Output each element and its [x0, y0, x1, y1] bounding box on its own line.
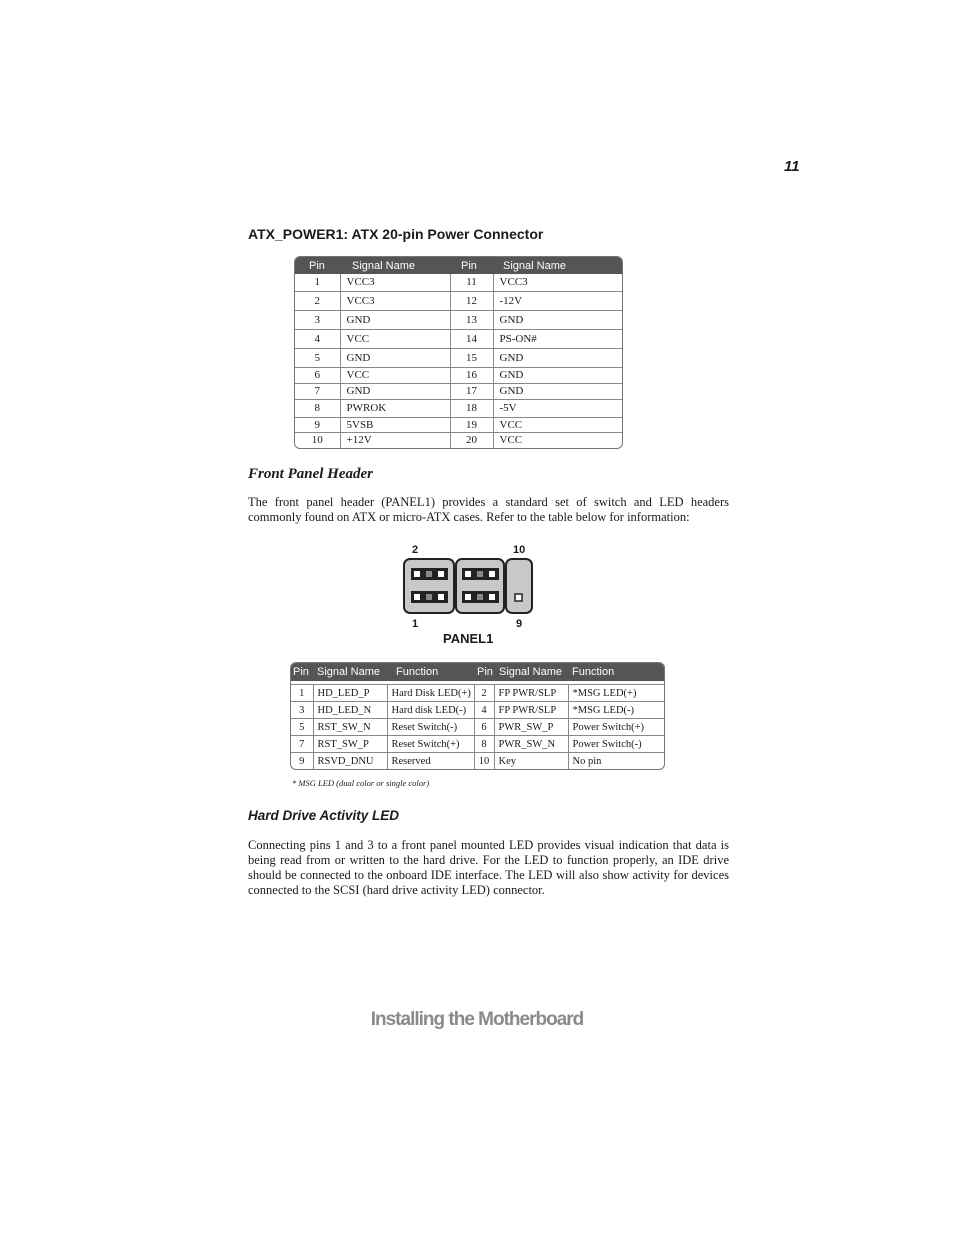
table-cell: PWR_SW_P — [494, 719, 568, 736]
pin-cell: 17 — [450, 383, 493, 399]
pin-cell: 7 — [295, 383, 340, 399]
column-header: Pin — [450, 257, 493, 274]
table-row — [295, 310, 622, 329]
table-cell: GND — [493, 383, 622, 399]
table-cell: GND — [340, 383, 450, 399]
pin-cell: 10 — [295, 432, 340, 448]
pin-cell: 15 — [450, 348, 493, 367]
table-cell: 5VSB — [340, 417, 450, 432]
table-cell: VCC3 — [340, 274, 450, 291]
column-header: Function — [387, 663, 474, 681]
pin-cell: 6 — [295, 367, 340, 383]
table-cell: PWROK — [340, 399, 450, 417]
table-cell: GND — [493, 310, 622, 329]
pin-cell: 19 — [450, 417, 493, 432]
pin-cell: 9 — [291, 753, 313, 770]
table-cell: PS-ON# — [493, 329, 622, 348]
pin-cell: 13 — [450, 310, 493, 329]
msg-led-note: * MSG LED (dual color or single color) — [292, 778, 430, 788]
column-header: Pin — [295, 257, 340, 274]
table-cell: Power Switch(+) — [568, 719, 664, 736]
panel1-diagram — [398, 540, 538, 650]
pin-cell: 7 — [291, 736, 313, 753]
table-row — [295, 399, 622, 417]
table-cell: PWR_SW_N — [494, 736, 568, 753]
table-cell: Hard disk LED(-) — [387, 702, 474, 719]
pin-label-10: 10 — [513, 544, 526, 556]
column-header: Signal Name — [493, 257, 622, 274]
table-cell: HD_LED_P — [313, 685, 387, 702]
table-row — [295, 417, 622, 432]
pin-label-1: 1 — [412, 618, 419, 630]
pin-cell: 4 — [295, 329, 340, 348]
table-cell: GND — [493, 367, 622, 383]
table-cell: Reset Switch(-) — [387, 719, 474, 736]
table-row — [295, 329, 622, 348]
atx-power-table — [294, 256, 623, 449]
table-row — [291, 702, 664, 719]
table-header-row — [291, 663, 664, 681]
front-panel-table — [290, 662, 665, 770]
atx-power-heading: ATX_POWER1: ATX 20-pin Power Connector — [248, 226, 544, 242]
table-cell: RSVD_DNU — [313, 753, 387, 770]
column-header: Pin — [291, 663, 313, 681]
pin-cell: 1 — [291, 685, 313, 702]
pin-cell: 18 — [450, 399, 493, 417]
pin-cell: 9 — [295, 417, 340, 432]
table-cell: VCC — [493, 417, 622, 432]
table-row — [291, 736, 664, 753]
table-cell: VCC3 — [493, 274, 622, 291]
pin-cell: 4 — [474, 702, 494, 719]
table-cell: FP PWR/SLP — [494, 702, 568, 719]
table-cell: Power Switch(-) — [568, 736, 664, 753]
pin-cell: 8 — [474, 736, 494, 753]
column-header: Pin — [474, 663, 494, 681]
table-cell: VCC — [493, 432, 622, 448]
panel1-caption: PANEL1 — [443, 631, 494, 646]
pin-cell: 16 — [450, 367, 493, 383]
pin-cell: 2 — [474, 685, 494, 702]
pin-cell: 5 — [291, 719, 313, 736]
table-cell: HD_LED_N — [313, 702, 387, 719]
table-cell: RST_SW_P — [313, 736, 387, 753]
table-cell: GND — [493, 348, 622, 367]
front-panel-heading: Front Panel Header — [248, 466, 374, 482]
table-cell: -12V — [493, 291, 622, 310]
column-header: Function — [568, 663, 664, 681]
pin-cell: 1 — [314, 276, 320, 289]
front-panel-paragraph: The front panel header (PANEL1) provides a standard set of switch and LED headers commonly found on ATX or micro-ATX cases. Refer to the table below for information: — [248, 495, 729, 524]
pin-cell: 12 — [450, 291, 493, 310]
table-cell: *MSG LED(+) — [568, 685, 664, 702]
table-row — [295, 383, 622, 399]
pin-cell: 8 — [295, 399, 340, 417]
table-row — [291, 719, 664, 736]
column-header: Signal Name — [313, 663, 387, 681]
pin-cell: 3 — [291, 702, 313, 719]
table-row — [295, 274, 622, 291]
table-cell: RST_SW_N — [313, 719, 387, 736]
pin-cell: 3 — [295, 310, 340, 329]
table-cell: GND — [340, 348, 450, 367]
table-header-row — [295, 257, 622, 274]
pin-cell: 14 — [450, 329, 493, 348]
table-cell: FP PWR/SLP — [494, 685, 568, 702]
table-cell: Hard Disk LED(+) — [387, 685, 474, 702]
column-header: Signal Name — [340, 257, 450, 274]
table-cell: Reset Switch(+) — [387, 736, 474, 753]
table-row — [291, 685, 664, 702]
pin-label-2: 2 — [412, 544, 419, 556]
table-row — [291, 753, 664, 770]
table-cell: Key — [494, 753, 568, 770]
pin-cell: 10 — [474, 753, 494, 770]
table-row — [295, 432, 622, 448]
table-cell: +12V — [340, 432, 450, 448]
page-number: 11 — [784, 158, 800, 175]
column-header: Signal Name — [494, 663, 568, 681]
pin-cell: 2 — [295, 291, 340, 310]
table-row — [295, 291, 622, 310]
hdd-led-heading: Hard Drive Activity LED — [248, 808, 400, 823]
pin-cell: 20 — [450, 432, 493, 448]
table-cell: Reserved — [387, 753, 474, 770]
table-cell: VCC — [340, 329, 450, 348]
hdd-led-paragraph: Connecting pins 1 and 3 to a front panel mounted LED provides visual indication that data is being read from or written to the hard drive. For the LED to function properly, an IDE drive should be connected to the onboard IDE interface. The LED will also show activity for devices connected to the SCSI (hard drive activity LED) connector. — [248, 838, 729, 897]
table-cell: GND — [340, 310, 450, 329]
pin-cell: 11 — [450, 274, 493, 291]
pin-cell: 6 — [474, 719, 494, 736]
table-cell: *MSG LED(-) — [568, 702, 664, 719]
table-row — [295, 367, 622, 383]
table-cell: VCC — [340, 367, 450, 383]
table-row — [295, 348, 622, 367]
table-cell: No pin — [568, 753, 664, 770]
pin-label-9: 9 — [516, 618, 523, 630]
table-cell: -5V — [493, 399, 622, 417]
page-footer-title: Installing the Motherboard — [370, 1009, 584, 1030]
table-cell: VCC3 — [340, 291, 450, 310]
pin-cell: 5 — [295, 348, 340, 367]
